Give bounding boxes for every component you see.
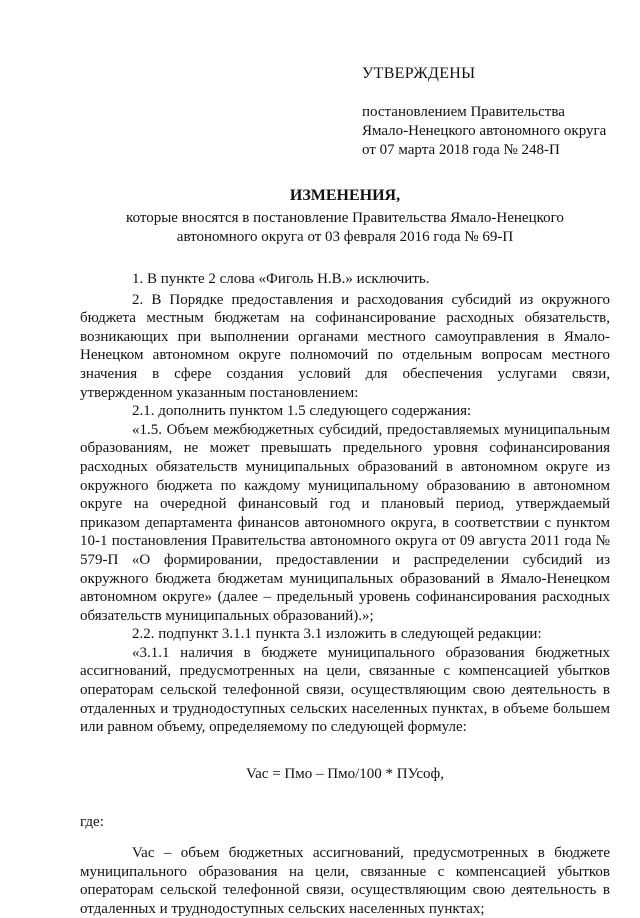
where-label: где: xyxy=(80,814,104,831)
document-title: ИЗМЕНЕНИЯ, xyxy=(289,187,401,204)
paragraph-2-1: 2.1. дополнить пунктом 1.5 следующего содержания: xyxy=(132,403,472,420)
paragraph-3-1-1: «3.1.1 наличия в бюджете муниципального образования бюджетных ассигнований, предусмотренных на цели, связанные с компенсацией убытков операторам сельской телефонной связи, осуществляющим свою деятельность в отдаленных и труднодоступных сельских населенных пунктах, в объеме большем или равном объему, определяемому по следующей формуле: xyxy=(80,644,610,736)
paragraph-2: 2. В Порядке предоставления и расходования субсидий из окружного бюджета местным бюджетам на софинансирование расходных обязательств, возникающих при выполнении органами местного самоуправления в Ямало-Ненецком автономном округе полномочий по отдельным вопросам местного значения в сфере создания условий для обеспечения услугами связи, утвержденном указанным постановлением: xyxy=(80,291,610,401)
document-subtitle-line-1: которые вносятся в постановление Правительства Ямало-Ненецкого xyxy=(126,210,564,226)
approved-label: УТВЕРЖДЕНЫ xyxy=(362,65,476,82)
document-heading xyxy=(80,186,610,247)
paragraph-2-2: 2.2. подпункт 3.1.1 пункта 3.1 изложить в следующей редакции: xyxy=(132,626,542,643)
document-subtitle-line-2: автономного округа от 03 февраля 2016 года № 69-П xyxy=(176,229,514,245)
document-body xyxy=(80,270,610,918)
paragraph-1: 1. В пункте 2 слова «Фиголь Н.В.» исключить. xyxy=(132,271,430,287)
approval-stamp xyxy=(362,64,606,160)
definition-vac: Vac – объем бюджетных ассигнований, предусмотренных в бюджете муниципального образования на цели, связанные с компенсацией убытков операторам сельской телефонной связи, осуществляющим свою деятельность в отдаленных и труднодоступных сельских населенных пунктах; xyxy=(80,845,610,917)
approval-line-3: от 07 марта 2018 года № 248-П xyxy=(362,142,560,158)
paragraph-1-5: «1.5. Объем межбюджетных субсидий, предоставляемых муниципальным образованиям, не может превышать предельного уровня софинансирования расходных обязательств муниципальных образований в автономном округе из окружного бюджета по каждому муниципальному образованию в автономном округе на очередной финансовый год и плановый период, утверждаемый приказом департамента финансов автономного округа, в соответствии с пунктом 10-1 постановления Правительства автономного округа от 09 августа 2011 года № 579-П «О формировании, предоставлении и распределении субсидий из окружного бюджета бюджетам муниципальных образований в Ямало-Ненецком автономном округе» (далее – предельный уровень софинансирования расходных обязательств муниципальных образований).»; xyxy=(80,421,610,624)
approval-line-1: постановлением Правительства xyxy=(362,104,565,120)
formula: Vac = Пмо – Пмо/100 * ПУсоф, xyxy=(245,765,445,782)
approval-line-2: Ямало-Ненецкого автономного округа xyxy=(362,123,607,139)
